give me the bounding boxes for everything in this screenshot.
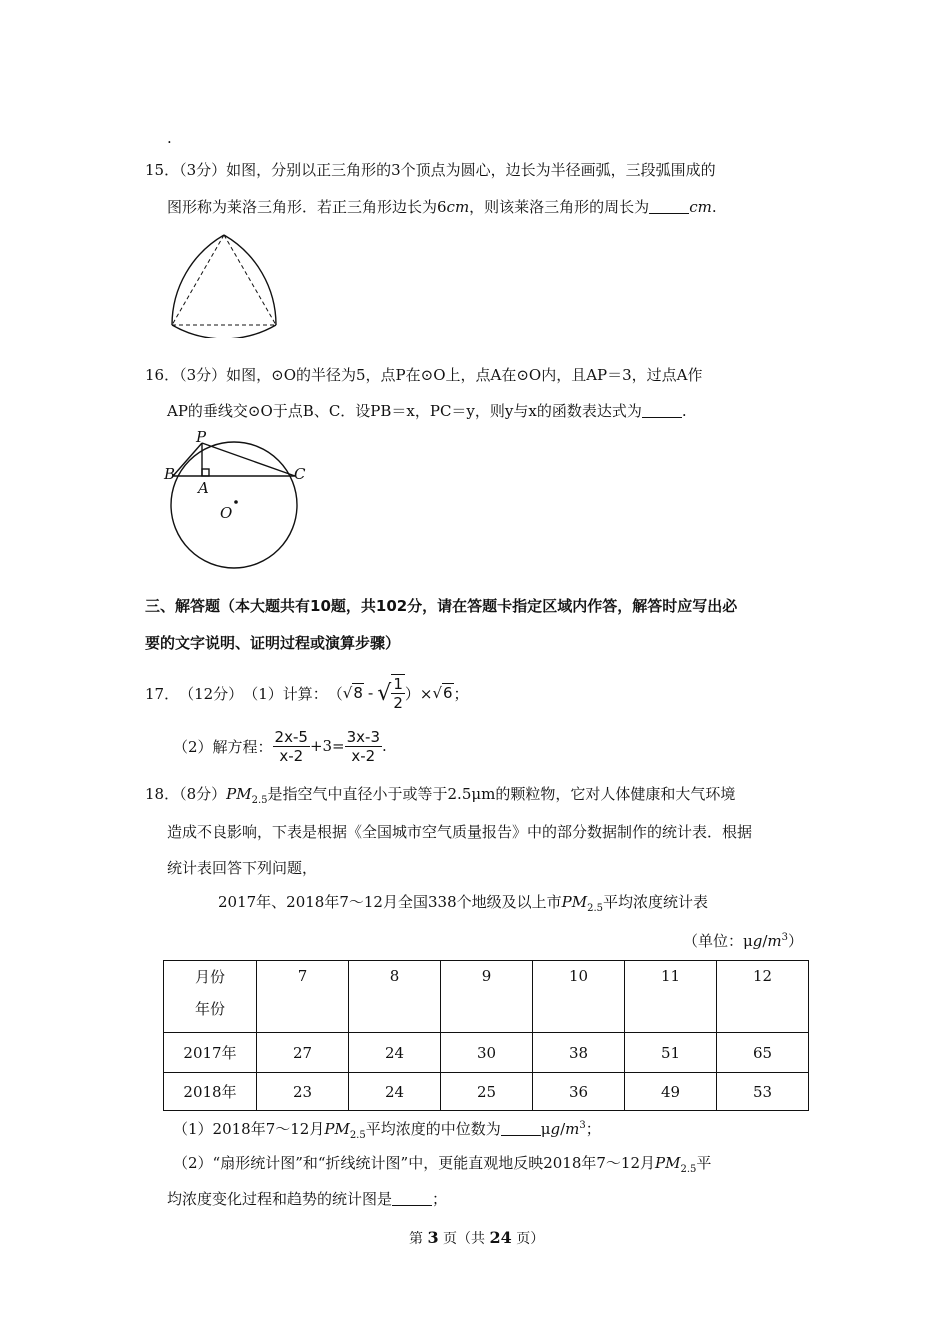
q16-line1 [145,365,703,385]
q17-line2 [173,726,387,766]
q17-score: （12分） [179,684,244,703]
sub2-pm: PM [655,1154,681,1172]
frac-lhs-den: x-2 [279,746,304,765]
table-row [164,1073,809,1111]
reuleaux-arc-bottom [172,325,276,338]
frac-lhs [273,728,310,765]
sqrt6: √6 [432,684,453,702]
q17-plus: +3= [309,737,345,755]
q18-text1: 是指空气中直径小于或等于2.5μm的颗粒物，它对人体健康和大气环境 [267,785,736,803]
frac-rhs-num: 3x-3 [346,727,381,746]
sub2-answer-blank [392,1191,432,1206]
frac-half-num: 1 [393,675,403,693]
q15-text2a: 图形称为莱洛三角形．若正三角形边长为6 [167,198,447,216]
q15-end: . [711,198,717,216]
value-cell: 38 [533,1033,625,1073]
month-cell: 10 [533,961,625,1033]
sub1-sup: 3 [579,1120,586,1131]
q18-number: 18． [145,785,180,803]
value-cell: 23 [257,1073,349,1111]
sub1-answer-blank [501,1121,541,1136]
segment-pb [173,443,202,476]
footer-mid: 页（共 [443,1231,486,1247]
sub1-end: ； [585,1120,601,1138]
q17-close: ）× [404,684,433,703]
frac-lhs-num: 2x-5 [274,727,308,746]
section3-line1: 三、解答题（本大题共有10题，共102分，请在答题卡指定区域内作答，解答时应写出必 [145,597,738,615]
q16-answer-blank [642,403,682,418]
frac-rhs-den: x-2 [351,746,376,765]
month-cell: 11 [625,961,717,1033]
q15-unit-a: cm [446,198,470,216]
sub2-line2-text: 均浓度变化过程和趋势的统计图是 [167,1190,393,1208]
q16-text2: AP的垂线交⊙O于点B、C．设PB＝x，PC＝y，则y与x的函数表达式为 [167,402,642,420]
q17-line1 [145,676,469,710]
sub2-b: 平 [696,1154,712,1172]
unit-m: m [767,932,782,950]
value-cell: 53 [717,1073,809,1111]
label-p: P [196,428,207,446]
unit-end: ） [788,932,804,950]
top-dot: . [167,129,172,147]
q15-reuleaux-figure [160,228,300,338]
footer-suffix: 页） [516,1231,545,1247]
unit-sup: 3 [781,932,789,943]
q18-line2: 造成不良影响，下表是根据《全国城市空气质量报告》中的部分数据制作的统计表．根据 [167,823,753,841]
year-cell: 2018年 [164,1073,257,1111]
section3-line2: 要的文字说明、证明过程或演算步骤） [145,634,401,652]
sub2-a: （2）“扇形统计图”和“折线统计图”中，更能直观地反映2018年7～12月 [173,1154,656,1172]
sub1-pm: PM [324,1120,350,1138]
q18-sub2-line1 [173,1153,711,1180]
month-cell: 8 [349,961,441,1033]
sub2-end: ； [432,1190,448,1208]
sub1-b: 平均浓度的中位数为 [365,1120,501,1138]
q15-line2 [167,197,717,217]
q15-unit-b: cm [689,198,712,216]
value-cell: 27 [257,1033,349,1073]
value-cell: 30 [441,1033,533,1073]
q15-text1: 如图，分别以正三角形的3个顶点为圆心，边长为半径画弧，三段弧围成的 [226,161,716,179]
sub1-pm-sub: 2.5 [349,1130,366,1141]
sqrt8: √8 [342,684,363,702]
q17-minus: - [367,684,374,702]
circle-o [171,442,297,568]
q17-end1: ； [453,684,469,703]
year-cell: 2017年 [164,1033,257,1073]
page-footer [409,1228,544,1249]
segment-pc [202,443,295,476]
label-c: C [294,465,306,483]
q16-end: . [681,402,687,420]
q16-number: 16． [145,366,180,384]
frac-half-den: 2 [393,694,403,712]
header-cell [164,961,257,1033]
frac-rhs [345,728,382,765]
q18-line1 [145,784,735,811]
pm-table [163,960,809,1111]
month-cell: 12 [717,961,809,1033]
value-cell: 24 [349,1073,441,1111]
month-cell: 7 [257,961,349,1033]
q18-score: （8分） [179,785,227,803]
value-cell: 36 [533,1073,625,1111]
q16-circle-figure [160,428,320,570]
unit-a: （单位：μ [683,932,753,950]
value-cell: 49 [625,1073,717,1111]
header-month: 月份 [194,968,225,986]
right-angle-mark [202,469,209,476]
q15-line1 [145,160,716,180]
sub1-m: m [565,1120,580,1138]
table-unit [683,928,803,951]
month-cell: 9 [441,961,533,1033]
sub1-g: g [550,1120,561,1138]
q16-text1: 如图，⊙O的半径为5，点P在⊙O上，点A在⊙O内，且AP＝3，过点A作 [226,366,703,384]
value-cell: 51 [625,1033,717,1073]
footer-prefix: 第 [409,1231,423,1247]
q18-sub2-line2 [167,1189,447,1209]
unit-g: g [752,932,763,950]
table-row [164,1033,809,1073]
q17-open: （ [327,684,343,703]
table-caption [218,892,708,919]
q18-line3: 统计表回答下列问题， [167,859,318,877]
q17-end2: . [382,737,387,755]
caption-pm-sub: 2.5 [587,903,603,914]
table-header-row [164,961,809,1033]
value-cell: 24 [349,1033,441,1073]
q18-sub1: （1）2018年7～12月$PM_{2.5}$平均浓度的中位数为 $\mu g/m^3$； [173,1120,601,1141]
label-a: A [198,479,209,497]
footer-page: 3 [427,1228,439,1247]
q15-number: 15． [145,161,180,179]
pm-label: PM [226,785,252,803]
q15-text2b: ，则该莱洛三角形的周长为 [469,198,650,216]
value-cell: 65 [717,1033,809,1073]
value-cell: 25 [441,1073,533,1111]
caption-b: 平均浓度统计表 [602,893,708,911]
label-b: B [164,465,176,483]
header-year: 年份 [194,1000,225,1018]
q16-line2 [167,401,687,421]
sqrt-half: √ [377,680,392,706]
triangle-side-left [172,235,224,325]
pm-sub: 2.5 [251,795,268,806]
center-dot [234,500,238,504]
q17-part2-label: （2）解方程： [173,737,273,756]
triangle-side-right [224,235,276,325]
q15-score: （3分） [179,161,227,179]
label-o: O [220,504,233,522]
sub1-a: （1）2018年7～12月 [173,1120,325,1138]
unit-slash: / [762,932,768,950]
q16-score: （3分） [179,366,227,384]
sqrt8-radicand: 8 [353,684,363,702]
caption-pm: PM [561,893,588,911]
sub1-mu: μ [540,1120,551,1138]
footer-total: 24 [489,1228,512,1247]
sqrt6-radicand: 6 [443,684,453,702]
q15-answer-blank [649,199,689,214]
frac-half [391,674,405,712]
q17-part1-label: （1）计算： [243,684,328,703]
caption-a: 2017年、2018年7～12月全国338个地级及以上市 [218,893,562,911]
q17-number: 17． [145,684,180,703]
sub2-pm-sub: 2.5 [680,1164,697,1175]
